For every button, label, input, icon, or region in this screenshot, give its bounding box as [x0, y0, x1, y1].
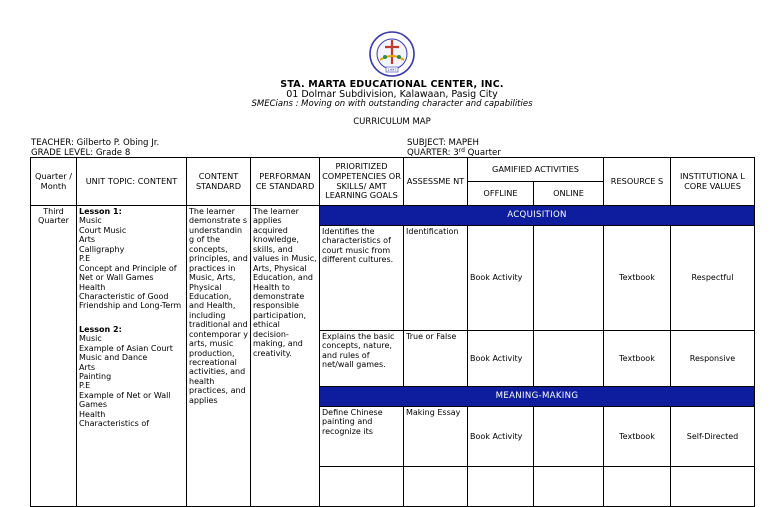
lesson-1-item: Characteristic of Good Friendship and Long-Term [79, 291, 182, 311]
school-address: 01 Dolmar Subdivision, Kalawaan, Pasig City [286, 89, 498, 100]
curriculum-map-table [30, 157, 755, 507]
lesson-1-item: Calligraphy [79, 244, 125, 254]
school-name: STA. MARTA EDUCATIONAL CENTER, INC. [280, 79, 504, 90]
resource-cell: Textbook [604, 226, 671, 331]
lesson-2-title: Lesson 2: [79, 324, 122, 334]
lesson-2-item: Health [79, 409, 106, 419]
school-tagline: SMECians : Moving on with outstanding character and capabilities [251, 99, 533, 109]
quarter-suffix: Quarter [464, 148, 501, 158]
header-unit-topic: UNIT TOPIC: CONTENT [77, 158, 187, 206]
lesson-1-item: Music [79, 216, 102, 226]
lesson-1-item: P.E [79, 254, 91, 264]
offline-cell: Book Activity [468, 331, 534, 387]
teacher-label: TEACHER: Gilberto P. Obing Jr. [31, 138, 160, 148]
core-value-cell: Responsive [671, 331, 755, 387]
assessment-cell: Identification [404, 226, 468, 331]
header-core-values: INSTITUTIONA L CORE VALUES [671, 158, 755, 206]
core-value-cell: Self-Directed [671, 407, 755, 467]
lesson-2-item: Painting [79, 372, 112, 381]
subject-label: SUBJECT: MAPEH [407, 138, 479, 148]
school-logo [366, 30, 418, 78]
lesson-2-item: Arts [79, 362, 96, 372]
competency-cell: Define Chinese painting and recognize its [320, 407, 404, 467]
lesson-1-item: Arts [79, 235, 96, 245]
lesson-2-item: Characteristics of [79, 419, 150, 429]
offline-cell: Book Activity [468, 407, 534, 467]
resource-cell: Textbook [604, 407, 671, 467]
lesson-2-item: Example of Asian Court Music and Dance [79, 343, 173, 363]
section-meaning-making: MEANING-MAKING [320, 387, 755, 407]
online-cell [534, 407, 604, 467]
lesson-1-item: Health [79, 282, 106, 292]
document-title: CURRICULUM MAP [353, 117, 431, 127]
quarter-cell: Third Quarter [31, 206, 77, 507]
assessment-cell: True or False [404, 331, 468, 387]
header-offline: OFFLINE [468, 182, 534, 206]
online-cell [534, 226, 604, 331]
assessment-cell: Making Essay [404, 407, 468, 467]
lesson-1-title: Lesson 1: [79, 207, 122, 216]
header-online: ONLINE [534, 182, 604, 206]
lesson-2-item: Music [79, 334, 102, 344]
resource-cell: Textbook [604, 331, 671, 387]
header-performance-standard: PERFORMAN CE STANDARD [251, 158, 320, 206]
online-cell [534, 331, 604, 387]
quarter-sup: rd [458, 147, 465, 154]
header-competencies: PRIORITIZED COMPETENCIES OR SKILLS/ AMT LEARNING GOALS [320, 158, 404, 206]
header-gamified: GAMIFIED ACTIVITIES [468, 158, 604, 182]
grade-level-label: GRADE LEVEL: Grade 8 [31, 148, 131, 158]
section-acquisition: ACQUISITION [320, 206, 755, 226]
header-assessment: ASSESSME NT [404, 158, 468, 206]
header-content-standard: CONTENT STANDARD [187, 158, 251, 206]
offline-cell: Book Activity [468, 226, 534, 331]
lesson-2-item: Example of Net or Wall Games [79, 390, 171, 410]
competency-cell: Identifies the characteristics of court music from different cultures. [320, 226, 404, 331]
lesson-1-item: Court Music [79, 225, 127, 235]
logo-year: 1997 [387, 68, 397, 72]
unit-topic-cell [77, 206, 187, 507]
lesson-1-item: Concept and Principle of Net or Wall Games [79, 263, 177, 283]
performance-standard-cell: The learner applies acquired knowledge, skills, and values in Music, Arts, Physical Education, and Health to demonstrate responsible participation, ethical decision-making, and creativity. [251, 206, 320, 507]
core-value-cell: Respectful [671, 226, 755, 331]
lesson-2-item: P.E [79, 381, 91, 391]
content-standard-cell: The learner demonstrate s understandin g of the concepts, principles, and practices in Music, Arts, Physical Education, and Health, including traditional and contemporar y arts, music production, recreational activities, and health practices, and applies [187, 206, 251, 507]
header-resources: RESOURCE S [604, 158, 671, 206]
quarter-prefix: QUARTER: 3 [407, 148, 459, 158]
competency-cell: Explains the basic concepts, nature, and rules of net/wall games. [320, 331, 404, 387]
header-quarter: Quarter / Month [31, 158, 77, 206]
